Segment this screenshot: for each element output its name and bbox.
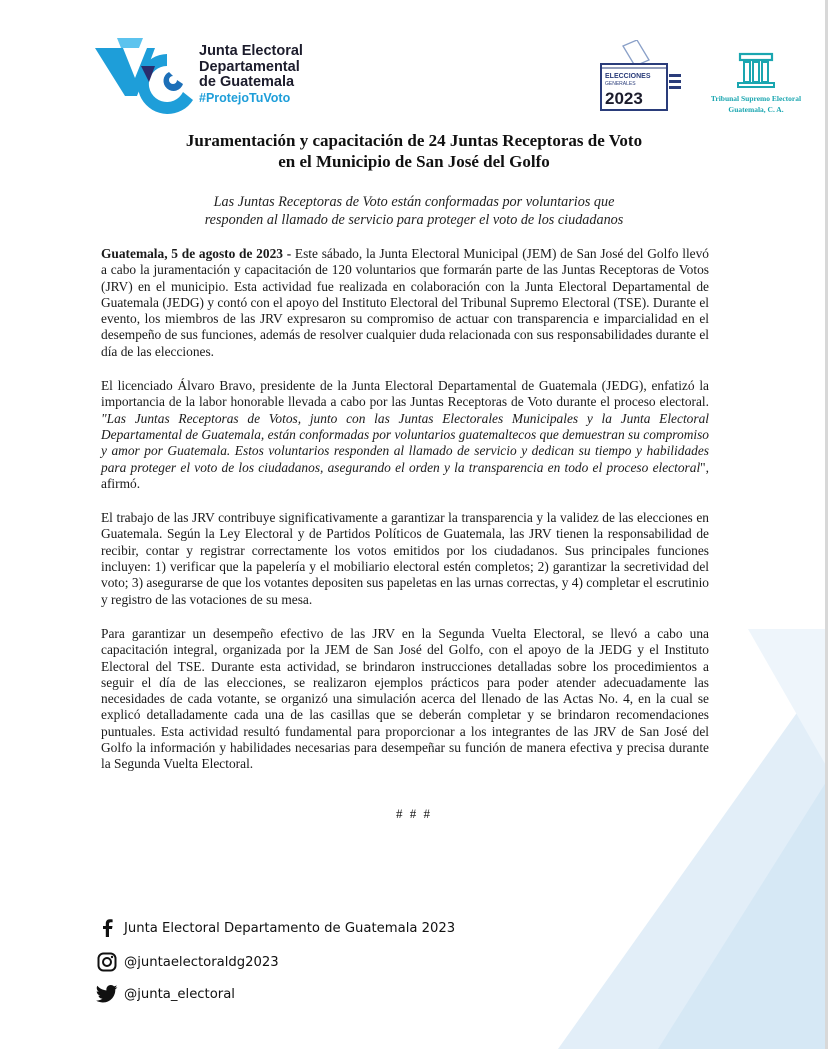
subtitle-line-1: Las Juntas Receptoras de Voto están conformadas por voluntarios que — [213, 194, 615, 210]
paragraph-1-text: Este sábado, la Junta Electoral Municipal (JEM) de San José del Golfo llevó a cabo la juramentación y capacitación de 120 voluntarios que formarán parte de las Juntas Receptoras de Votos (JRV) en el municipio. Esta actividad fue realizada en colaboración con la Junta Electoral Departamental de Guatemala (JEDG) y contó con el apoyo del Instituto Electoral del Tribunal Supremo Electoral (TSE). Durante el evento, los miembros de las JRV expresaron su compromiso de actuar con transparencia e imparcialidad en el desempeño de sus funciones, además de resolver cualquier duda relacionada con sus responsabilidades durante el día de las elecciones. — [101, 246, 709, 359]
paragraph-3: El trabajo de las JRV contribuye significativamente a garantizar la transparencia y la validez de las elecciones en Guatemala. Según la Ley Electoral y de Partidos Políticos de Guatemala, las JRV tienen la responsabilidad de recibir, contar y registrar correctamente los votos emitidos por los ciudadanos. Sus principales funciones incluyen: 1) verificar que la papelería y el mobiliario electoral estén completos; 2) garantizar la secretividad del voto; 3) asegurarse de que los votantes depositen sus papeletas en las urnas correctas, y 4) completar el escrutinio y registro de las votaciones de su mesa. — [101, 510, 709, 607]
hashtag: #ProtejoTuVoto — [199, 90, 291, 105]
elecciones-year: 2023 — [605, 89, 643, 108]
paragraph-4: Para garantizar un desempeño efectivo de las JRV en la Segunda Vuelta Electoral, se llevó a cabo una capacitación integral, organizada por la JEM de San José del Golfo, con el apoyo de la JEDG y el Instituto Electoral del TSE. Durante esta actividad, se brindaron instrucciones detalladas sobre los procedimientos a seguir el día de las elecciones, se realizaron ejemplos prácticos para poder atender adecuadamente las necesidades de cada votante, se organizó una simulación acerca del llenado de las Actas No. 4, en la cual se explicó detalladamente cada una de las casillas que se deberán completar y se brindaron recomendaciones puntuales. Esta actividad resultó fundamental para proporcionar a los integrantes de las JRV de San José del Golfo la información y habilidades necesarias para desempeñar su función de manera efectiva y precisa durante la Segunda Vuelta Electoral. — [101, 625, 709, 772]
end-mark: # # # — [396, 806, 432, 821]
tse-emblem-icon — [736, 52, 776, 88]
paragraph-2-intro: El licenciado Álvaro Bravo, presidente de la Junta Electoral Departamental de Guatemala (JEDG), enfatizó la importancia de la labor honorable llevada a cabo por las Juntas Receptoras de Voto durante el proceso electoral. — [101, 378, 709, 410]
elecciones-2023-logo-icon — [597, 40, 685, 114]
social-facebook[interactable] — [96, 917, 455, 939]
article-body — [101, 246, 709, 791]
tse-name: Tribunal Supremo Electoral — [710, 94, 802, 103]
elecciones-label: ELECCIONES — [605, 73, 651, 80]
title-line-1: Juramentación y capacitación de 24 Juntas Receptoras de Voto — [185, 131, 643, 150]
instagram-icon — [96, 951, 118, 973]
paragraph-1 — [101, 246, 709, 360]
paragraph-2-end: ", afirmó. — [101, 459, 709, 491]
dateline: Guatemala, 5 de agosto de 2023 - — [101, 246, 292, 261]
tse-location: Guatemala, C. A. — [728, 104, 784, 114]
logo-line-2: Departamental — [199, 58, 300, 75]
title-line-2: en el Municipio de San José del Golfo — [278, 152, 550, 171]
generales-label: GENERALES — [605, 81, 636, 87]
junta-electoral-logo-text — [199, 44, 303, 106]
social-instagram[interactable] — [96, 951, 279, 973]
paragraph-2-quote: "Las Juntas Receptoras de Votos, junto con las Juntas Electorales Municipales y la Junta Electoral Departamental de Guatemala, están conformadas por voluntarios guatemaltecos que demuestran su compromiso y amor por Guatemala. Estos voluntarios responden al llamado de servicio y dedican su tiempo y habilidades para proteger el voto de los ciudadanos, asegurando el orden y la transparencia en todo el proceso electoral — [101, 410, 709, 475]
subtitle-line-2: responden al llamado de servicio para proteger el voto de los ciudadanos — [204, 212, 624, 228]
instagram-label: @juntaelectoraldg2023 — [124, 954, 279, 970]
tse-logo — [700, 52, 812, 116]
paragraph-2 — [101, 378, 709, 492]
facebook-icon — [96, 917, 118, 939]
social-twitter[interactable] — [96, 983, 235, 1005]
twitter-label: @junta_electoral — [124, 986, 235, 1002]
facebook-label: Junta Electoral Departamento de Guatemala 2023 — [124, 920, 456, 936]
twitter-icon — [96, 983, 118, 1005]
page-subtitle — [120, 193, 708, 229]
logo-line-3: de Guatemala — [199, 74, 295, 90]
page-title — [90, 130, 738, 172]
logo-line-1: Junta Electoral — [199, 43, 303, 59]
